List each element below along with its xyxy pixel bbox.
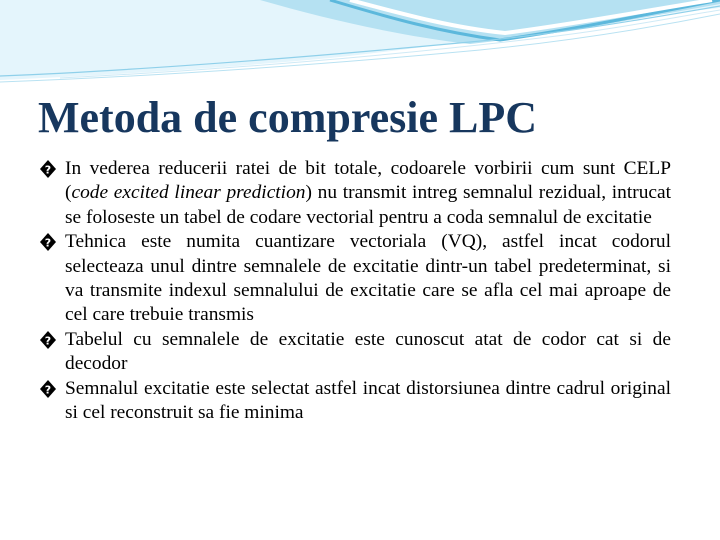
svg-text:?: ? <box>44 334 52 348</box>
bullet-text-italic: code excited linear prediction <box>71 182 306 204</box>
bullet-item <box>37 377 671 426</box>
bullet-list <box>37 157 671 425</box>
svg-text:?: ? <box>44 163 52 177</box>
bullet-item <box>37 328 671 377</box>
replacement-character-icon <box>39 379 57 399</box>
bullet-text: Tabelul cu semnalele de excitatie este cunoscut atat de codor cat si de decodor <box>65 328 671 375</box>
slide-title: Metoda de compresie LPC <box>38 93 537 142</box>
bullet-text-prefix: In vederea reducerii ratei de bit totale, codoarele vorbirii cum sunt CELP ( <box>65 158 671 204</box>
bullet-text: Semnalul excitatie este selectat astfel incat distorsiunea dintre cadrul original si cel reconstruit sa fie minima <box>65 377 671 424</box>
replacement-character-icon <box>39 232 57 252</box>
svg-text:?: ? <box>44 236 52 250</box>
bullet-text-suffix: ) nu transmit intreg semnalul rezidual, intrucat se foloseste un tabel de codare vectorial pentru a coda semnalul de excitatie <box>65 182 672 228</box>
bullet-item <box>37 230 671 328</box>
header-wave-decoration <box>0 0 720 90</box>
bullet-text: Tehnica este numita cuantizare vectoriala (VQ), astfel incat codorul selecteaza unul dintre semnalele de excitatie dintr-un tabel predeterminat, si va transmite indexul semnalului de excitatie care se afla cel mai aproape de cel care trebuie transmis <box>65 231 671 326</box>
replacement-character-icon <box>39 330 57 350</box>
svg-text:?: ? <box>44 383 52 397</box>
replacement-character-icon <box>39 159 57 179</box>
bullet-item <box>37 157 671 230</box>
